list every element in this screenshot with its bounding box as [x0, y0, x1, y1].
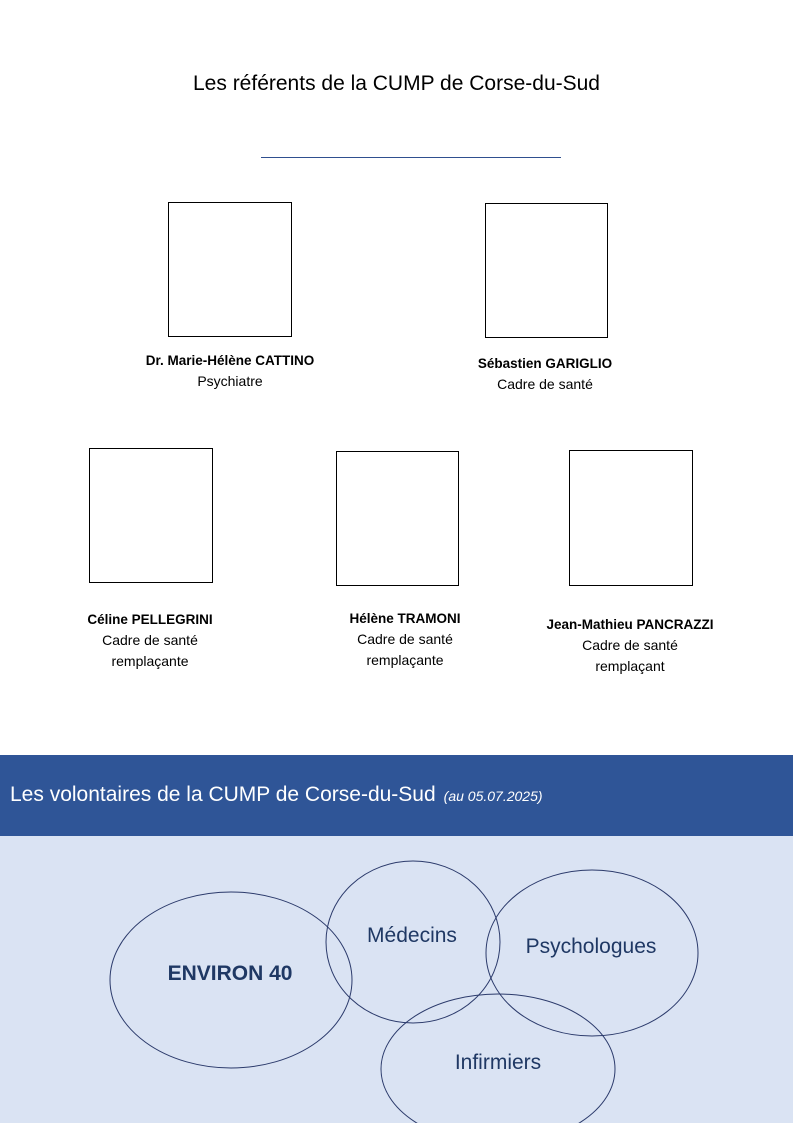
referent-name: Céline PELLEGRINI — [87, 612, 213, 627]
referent-name: Jean-Mathieu PANCRAZZI — [546, 617, 714, 632]
referent-role: Cadre de santé — [582, 637, 678, 653]
referent-role-detail: remplaçant — [595, 658, 665, 674]
referent-card-pellegrini — [40, 609, 260, 672]
category-psychologues: Psychologues — [525, 935, 657, 958]
referent-card-cattino — [110, 350, 350, 392]
referent-role: Psychiatre — [197, 373, 263, 389]
photo-placeholder-pancrazzi — [569, 450, 693, 586]
title-divider — [261, 157, 561, 158]
volunteers-diagram — [0, 836, 793, 1123]
referent-role: Cadre de santé — [357, 631, 453, 647]
volunteers-title: Les volontaires de la CUMP de Corse-du-Sud — [10, 783, 436, 806]
volunteers-panel — [0, 836, 793, 1123]
referent-role-detail: remplaçante — [366, 652, 444, 668]
referent-card-tramoni — [295, 608, 515, 671]
referent-card-pancrazzi — [515, 614, 745, 677]
referent-name: Dr. Marie-Hélène CATTINO — [145, 353, 315, 368]
category-medecins: Médecins — [367, 924, 457, 947]
page-title: Les référents de la CUMP de Corse-du-Sud — [193, 72, 600, 95]
referent-role-detail: remplaçante — [111, 653, 189, 669]
volunteers-date: (au 05.07.2025) — [443, 788, 543, 804]
referent-role: Cadre de santé — [102, 632, 198, 648]
referent-role: Cadre de santé — [497, 376, 593, 392]
photo-placeholder-pellegrini — [89, 448, 213, 583]
photo-placeholder-tramoni — [336, 451, 459, 586]
referent-name: Sébastien GARIGLIO — [477, 356, 613, 371]
photo-placeholder-gariglio — [485, 203, 608, 338]
referent-card-gariglio — [425, 353, 665, 395]
volunteer-count: ENVIRON 40 — [167, 962, 293, 985]
referent-name: Hélène TRAMONI — [349, 611, 461, 626]
volunteers-heading — [10, 783, 543, 807]
photo-placeholder-cattino — [168, 202, 292, 337]
category-infirmiers: Infirmiers — [454, 1051, 542, 1074]
volunteers-banner — [0, 755, 793, 836]
